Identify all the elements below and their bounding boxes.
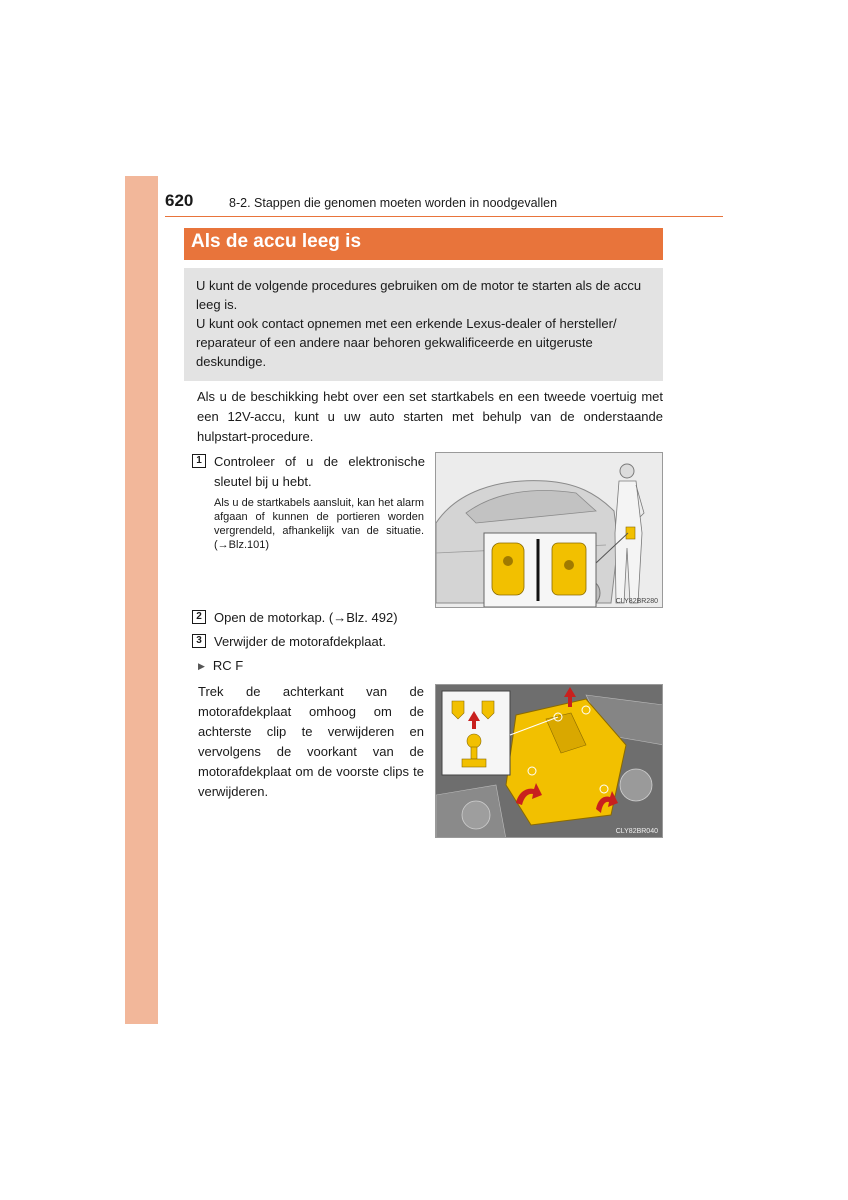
chapter-side-bar [125,176,158,1024]
step-2-text: Open de motorkap. (→Blz. 492) [214,610,398,625]
step-3-text: Verwijder de motorafdekplaat. [214,634,386,649]
step-1-text: Controleer of u de elektronische sleutel bij u hebt. [214,454,425,489]
intro-line-1: U kunt de volgende procedures gebruiken om de motor te starten als de accu leeg is. [196,278,642,312]
figure-1-code: CLY82BR280 [615,598,658,605]
step-3-number: 3 [192,634,206,648]
step-2-number: 2 [192,610,206,624]
body-paragraph: Als u de beschikking hebt over een set startkabels en een tweede voertuig met een 12V-accu, kunt u uw auto starten met behulp van de onderstaande hulpstart-procedure. [197,389,663,444]
figure-2-code: CLY82BR040 [615,828,658,835]
intro-box [184,268,663,381]
rcf-instructions: Trek de achterkant van de motorafdekplaat omhoog om de achterste clip te verwijderen en vervolgens de voorkant van de motorafdekplaat om de voorste clips te verwijderen. [198,684,424,799]
section-title: Als de accu leeg is [184,228,663,260]
figure-engine-cover [435,684,663,838]
chapter-title: 8-2. Stappen die genomen moeten worden in noodgevallen [229,196,558,210]
sub-item-label: RC F [212,658,244,673]
engine-cover-illustration [436,685,663,838]
step-1-note: Als u de startkabels aansluit, kan het alarm afgaan of kunnen de portieren worden vergrendeld, afhankelijk van de situatie. (→Blz.101) [214,497,424,551]
sub-item-rcf [198,656,243,676]
step-1-number: 1 [192,454,206,468]
car-key-illustration [436,453,663,608]
triangle-bullet-icon: ▶ [198,661,205,671]
page-number: 620 [165,191,194,210]
intro-line-2: U kunt ook contact opnemen met een erkende Lexus-dealer of hersteller/ reparateur of een andere naar behoren gekwalificeerde en uitgeruste deskundige. [196,316,617,369]
page-header [165,191,723,217]
figure-electronic-key [435,452,663,608]
